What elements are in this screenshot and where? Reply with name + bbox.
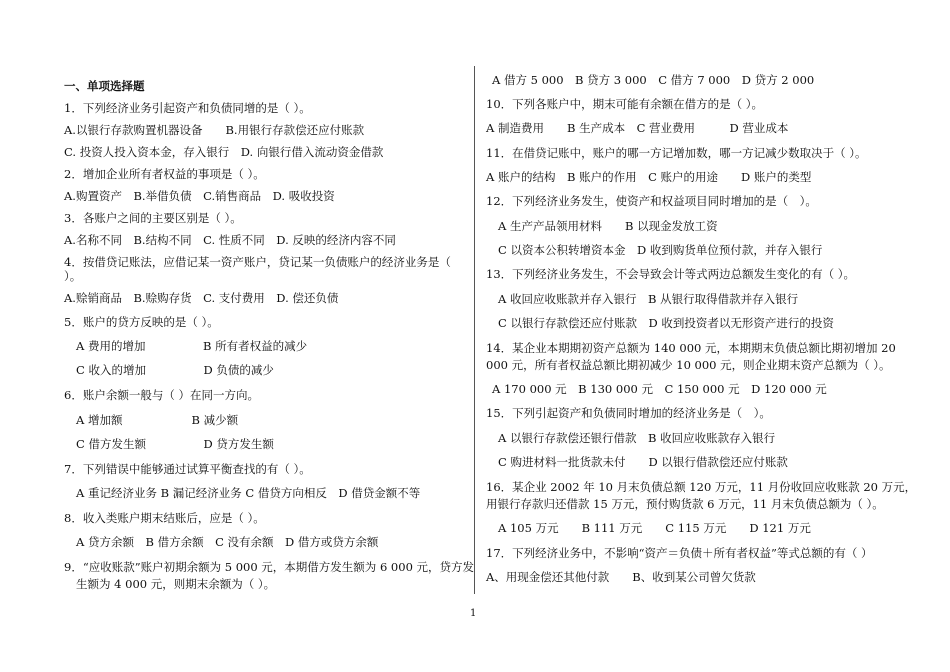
question-14-options: A 170 000 元 B 130 000 元 C 150 000 元 D 120 000 元 [492,382,827,396]
question-1-options-cd: C. 投资人投入资本金，存入银行 D. 向银行借入流动资金借款 [64,145,384,159]
question-12-options-ab: A 生产产品领用材料 B 以现金发放工资 [498,219,718,233]
question-17: 17．下列经济业务中，不影响“资产＝负债＋所有者权益”等式总额的有（ ） [486,546,873,560]
question-10: 10．下列各账户中，期末可能有余额在借方的是（ ）。 [486,97,764,111]
question-7: 7．下列错误中能够通过试算平衡查找的有（ ）。 [64,462,311,476]
question-12: 12．下列经济业务发生，使资产和权益项目同时增加的是（ ）。 [486,194,817,208]
question-9-options: A 借方 5 000 B 贷方 3 000 C 借方 7 000 D 贷方 2 000 [492,73,815,87]
question-13: 13．下列经济业务发生，不会导致会计等式两边总额发生变化的有（ ）。 [486,267,856,281]
question-3-options: A.名称不同 B.结构不同 C. 性质不同 D. 反映的经济内容不同 [64,233,396,247]
question-13-options-cd: C 以银行存款偿还应付账款 D 收到投资者以无形资产进行的投资 [498,316,834,330]
question-5: 5．账户的贷方反映的是（ ）。 [64,315,219,329]
question-5-options-cd: C 收入的增加 D 负债的减少 [76,363,274,377]
question-7-options: A 重记经济业务 B 漏记经济业务 C 借贷方向相反 D 借贷金额不等 [76,486,421,500]
question-15-options-cd: C 购进材料一批货款未付 D 以银行借款偿还应付账款 [498,455,788,469]
question-15: 15．下列引起资产和负债同时增加的经济业务是（ ）。 [486,406,771,420]
question-1-options-ab: A.以银行存款购置机器设备 B.用银行存款偿还应付账款 [64,123,365,137]
question-16: 16．某企业 2002 年 10 月末负债总额 120 万元，11 月份收回应收账款 20 万元， [486,480,917,494]
question-16-options: A 105 万元 B 111 万元 C 115 万元 D 121 万元 [498,521,811,535]
question-15-options-ab: A 以银行存款偿还银行借款 B 收回应收账款存入银行 [498,431,776,445]
question-6-options-cd: C 借方发生额 D 贷方发生额 [76,437,274,451]
question-9-continued: 生额为 4 000 元，则期末余额为（ ）。 [76,577,276,591]
question-8-options: A 贷方余额 B 借方余额 C 没有余额 D 借方或贷方余额 [76,535,379,549]
question-2: 2．增加企业所有者权益的事项是（ ）。 [64,167,265,181]
question-5-options-ab: A 费用的增加 B 所有者权益的减少 [76,339,308,353]
question-4-options: A.赊销商品 B.赊购存货 C. 支付费用 D. 偿还负债 [64,291,339,305]
question-11: 11．在借贷记账中，账户的哪一方记增加数，哪一方记减少数取决于（ ）。 [486,146,867,160]
question-14: 14．某企业本期期初资产总额为 140 000 元，本期期末负债总额比期初增加 20 [486,341,896,355]
question-14-continued: 000 元，所有者权益总额比期初减少 10 000 元，则企业期末资产总额为（ ）。 [486,358,891,372]
question-6-options-ab: A 增加额 B 减少额 [76,413,239,427]
question-13-options-ab: A 收回应收账款并存入银行 B 从银行取得借款并存入银行 [498,292,799,306]
column-divider [474,66,475,594]
question-1: 1．下列经济业务引起资产和负债同增的是（ ）。 [64,101,311,115]
page-number: 1 [470,608,477,619]
question-11-options: A 账户的结构 B 账户的作用 C 账户的用途 D 账户的类型 [486,170,812,184]
question-16-continued: 用银行存款归还借款 15 万元，预付购货款 6 万元，11 月末负债总额为（ ）。 [486,497,884,511]
question-2-options: A.购置资产 B.举借负债 C.销售商品 D. 吸收投资 [64,189,335,203]
question-3: 3．各账户之间的主要区别是（ ）。 [64,211,242,225]
question-4: 4．按借贷记账法，应借记某一资产账户，贷记某一负债账户的经济业务是（ [64,255,451,269]
question-4-continued: ）。 [64,269,82,283]
question-10-options: A 制造费用 B 生产成本 C 营业费用 D 营业成本 [486,121,789,135]
question-8: 8．收入类账户期末结账后，应是（ ）。 [64,511,265,525]
question-12-options-cd: C 以资本公积转增资本金 D 收到购货单位预付款，并存入银行 [498,243,823,257]
section-heading: 一、单项选择题 [64,79,145,93]
question-6: 6．账户余额一般与（ ）在同一方向。 [64,388,259,402]
question-9: 9．“应收账款”账户初期余额为 5 000 元，本期借方发生额为 6 000 元，贷方发 [64,560,475,574]
question-17-options: A、用现金偿还其他付款 B、收到某公司曾欠货款 [486,570,756,584]
